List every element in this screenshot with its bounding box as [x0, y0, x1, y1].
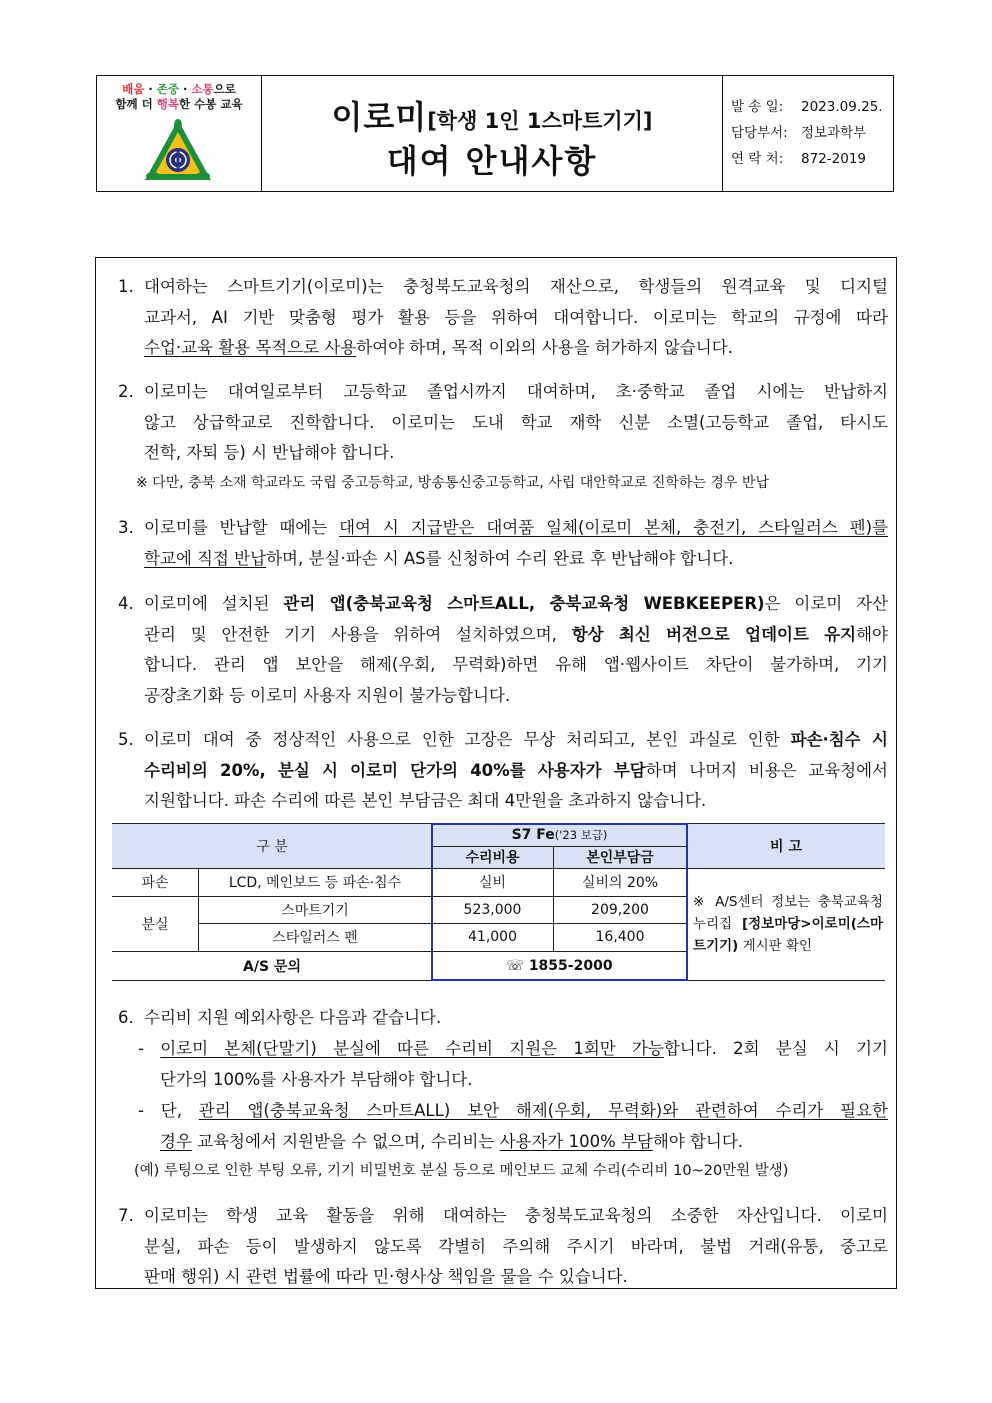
- item-text: 합니다. 2회 분실 시 기기: [663, 1039, 888, 1058]
- underlined-text: 학교에 직접 반납: [144, 548, 267, 568]
- item-text: 수리비 지원 예외사항은 다음과 같습니다.: [144, 1008, 442, 1027]
- underlined-text: 관리 앱(충북교육청 스마트ALL) 보안 해제(우회, 무력화)와 관련하여 수리가 필요한: [198, 1101, 888, 1120]
- item-text: [118, 544, 888, 575]
- item-number: 1.: [118, 277, 134, 296]
- item-number: 6.: [118, 1008, 134, 1027]
- row2-self-pay: 209,200: [591, 901, 649, 918]
- item-text: 이로미는 학생 교육 활동을 위해 대여하는 충청북도교육청의 소중한 자산입니다. 이로미: [144, 1206, 888, 1225]
- slogan-separator: ·: [144, 82, 157, 96]
- item-text: [118, 620, 888, 651]
- meta-value: 872-2019: [801, 151, 866, 167]
- row-type-damage: 파손: [141, 875, 169, 891]
- row-item-lcd: LCD, 메인보드 등 파손·침수: [228, 875, 402, 891]
- department: [731, 124, 866, 142]
- meta-label: 발 송 일:: [731, 99, 784, 115]
- exception-1: [138, 1034, 888, 1095]
- dash-marker: -: [138, 1101, 161, 1120]
- slogan-word-happiness: 행복: [156, 97, 179, 111]
- item-text: 전학, 자퇴 등) 시 반납해야 합니다.: [144, 443, 395, 462]
- row3-self-pay: 16,400: [595, 929, 645, 945]
- model-name: S7 Fe: [511, 826, 555, 843]
- item-text: 단,: [160, 1101, 199, 1120]
- title-main: 이로미: [331, 98, 428, 136]
- item-text: [118, 589, 888, 620]
- table-header-self-pay: 본인부담금: [553, 846, 687, 868]
- row-item-stylus-pen: 스타일러스 펜: [272, 930, 358, 946]
- item-text: 은 이로미 자산: [764, 594, 888, 613]
- item-text: 분실, 파손 등이 발생하지 않도록 각별히 주의해 주시기 바라며, 불법 거래(유통, 중고로: [144, 1236, 888, 1256]
- table-rule: [198, 868, 199, 951]
- item-text: 단가의 100%를 사용자가 부담해야 합니다.: [160, 1069, 473, 1089]
- item-number: 4.: [118, 594, 134, 613]
- item-number: 3.: [118, 518, 134, 537]
- item-text: 합니다. 관리 앱 보안을 해제(우회, 무력화)하면 유해 앱·웹사이트 차단이 불가하며, 기기: [144, 655, 888, 674]
- item-text: 하며 나머지 비용은 교육청에서: [645, 760, 888, 780]
- school-slogan-line1: [97, 82, 261, 96]
- notice-item-6: [118, 1003, 888, 1034]
- send-date: [731, 98, 883, 116]
- item-text: [118, 756, 888, 787]
- bold-text: 수리비의 20%, 분실 시 이로미 단가의 40%를 사용자가 부담: [144, 760, 646, 780]
- item-text: [118, 725, 888, 756]
- document-title-panel: [262, 76, 723, 191]
- item-text: 교육청에서 지원받을 수 없으며, 수리비는: [191, 1131, 500, 1151]
- notice-body: [95, 257, 897, 1289]
- slogan-separator: ·: [179, 82, 192, 96]
- row1-self-pay: 실비의 20%: [581, 875, 659, 891]
- row2-repair-cost: 523,000: [463, 901, 522, 918]
- underlined-text: 경우: [160, 1131, 192, 1151]
- slogan-word-communication: 소통: [191, 82, 214, 96]
- item-text: 판매 행위) 시 관련 법률에 따라 민·형사상 책임을 물을 수 있습니다.: [144, 1267, 628, 1286]
- row-item-smart-device: 스마트기기: [281, 902, 349, 919]
- item-text: 이로미를 반납할 때에는: [144, 518, 340, 537]
- item-text: [138, 1096, 888, 1127]
- underlined-text: 대여 시 지급받은 대여품 일체(이로미 본체, 충전기, 스타일러스 펜)를: [339, 518, 888, 537]
- remark-bold: [정보마당>이로미(스마트기기): [693, 916, 883, 954]
- item-text: [138, 1127, 888, 1158]
- meta-label: 담당부서:: [731, 125, 788, 141]
- item-text: 이로미는 대여일로부터 고등학교 졸업시까지 대여하며, 초·중학교 졸업 시에는 반납하지: [144, 382, 888, 401]
- school-emblem-icon: [143, 118, 213, 184]
- bold-text: 항상 최신 버전으로 업데이트 유지: [571, 624, 857, 644]
- item-text: 해야 합니다.: [652, 1131, 744, 1151]
- slogan-text: 한 수봉 교육: [179, 97, 243, 111]
- item-text: 대여하는 스마트기기(이로미)는 충청북도교육청의 재산으로, 학생들의 원격교육 및 디지털: [144, 277, 888, 296]
- item-text: 지원합니다. 파손 수리에 따른 본인 부담금은 최대 4만원을 초과하지 않습니다.: [144, 791, 707, 810]
- underlined-text: 이로미 본체(단말기) 분실에 따른 수리비 지원은 1회만 가능: [160, 1039, 664, 1058]
- item-text: 공장초기화 등 이로미 사용자 지원이 불가능합니다.: [144, 685, 511, 705]
- table-header-category: 구 분: [112, 823, 432, 868]
- document-header: [96, 75, 894, 192]
- as-phone-number: ☏ 1855-2000: [506, 957, 613, 974]
- item-text: 관리 및 안전한 기기 사용을 위하여 설치하였으며,: [144, 624, 572, 644]
- as-center-remark: [693, 891, 883, 957]
- meta-value: 정보과학부: [801, 125, 867, 141]
- notice-item-7: [118, 1201, 888, 1293]
- document-title: [262, 98, 722, 140]
- underlined-text: 수업·교육 활용 목적으로 사용: [144, 338, 357, 357]
- item-text: 해야: [856, 624, 888, 644]
- item-number: 7.: [118, 1206, 134, 1225]
- exception-2: [138, 1096, 888, 1157]
- underlined-text: 사용자가 100% 부담: [499, 1131, 653, 1151]
- model-note: ('23 보급): [554, 827, 608, 842]
- school-logo-panel: [97, 76, 262, 191]
- item-text: [138, 1034, 888, 1065]
- bold-text: 관리 앱(충북교육청 스마트ALL, 충북교육청 WEBKEEPER): [283, 594, 765, 613]
- item-text: 교과서, AI 기반 맞춤형 평가 활용 등을 위하여 대여합니다. 이로미는 학교의 규정에 따라: [144, 307, 888, 327]
- document-meta-panel: [723, 76, 893, 191]
- row3-repair-cost: 41,000: [468, 929, 517, 945]
- item-number: 5.: [118, 730, 134, 749]
- remark-text: ※ A/S센터 정보는 충북교육청 누리집: [693, 894, 883, 932]
- as-inquiry-label: A/S 문의: [243, 958, 301, 975]
- slogan-word-respect: 존중: [156, 82, 179, 96]
- item-text: [118, 513, 888, 544]
- row1-repair-cost: 실비: [478, 875, 507, 891]
- item-number: 2.: [118, 382, 134, 401]
- slogan-word-learning: 배움: [122, 82, 145, 96]
- table-header-remark: 비 고: [687, 823, 885, 868]
- item-text: 하여야 하며, 목적 이외의 사용을 허가하지 않습니다.: [356, 338, 733, 357]
- row-type-loss: 분실: [141, 916, 169, 933]
- document-title-line2: 대여 안내사항: [386, 142, 598, 180]
- item-text: 하며, 분실·파손 시 AS를 신청하여 수리 완료 후 반납해야 합니다.: [266, 548, 734, 568]
- notice-item-5: [118, 725, 888, 817]
- contact-phone: [731, 150, 866, 168]
- model-column-highlight: [431, 823, 688, 981]
- slogan-tail: 으로: [213, 82, 236, 96]
- slogan-text: 함께 더: [115, 97, 157, 111]
- repair-cost-table: [112, 823, 885, 981]
- item-6-example: (예) 루팅으로 인한 부팅 오류, 기기 비밀번호 분실 등으로 메인보드 교체 수리(수리비 10~20만원 발생): [134, 1163, 789, 1179]
- bold-text: 파손·침수 시: [790, 730, 888, 749]
- meta-value: 2023.09.25.: [801, 99, 883, 115]
- remark-text: 게시판 확인: [738, 938, 813, 954]
- item-text: [118, 333, 888, 364]
- item-text: 이로미 대여 중 정상적인 사용으로 인한 고장은 무상 처리되고, 본인 과실로 인한: [144, 730, 791, 749]
- dash-marker: -: [138, 1039, 161, 1058]
- notice-item-4: [118, 589, 888, 711]
- notice-item-1: [118, 272, 888, 364]
- title-subtitle: [학생 1인 1스마트기기]: [427, 109, 653, 133]
- table-header-repair-cost: 수리비용: [432, 846, 553, 868]
- item-text: 이로미에 설치된: [144, 594, 284, 613]
- item-2-note: ※ 다만, 충북 소재 학교라도 국립 중고등학교, 방송통신중고등학교, 사립 대안학교로 진학하는 경우 반납: [136, 475, 769, 491]
- school-slogan-line2: [97, 97, 261, 111]
- meta-label: 연 락 처:: [731, 151, 784, 167]
- notice-item-2: [118, 377, 888, 469]
- notice-item-3: [118, 513, 888, 574]
- item-text: 않고 상급학교로 진학합니다. 이로미는 도내 학교 재학 신분 소멸(고등학교 졸업, 타시도: [144, 412, 888, 432]
